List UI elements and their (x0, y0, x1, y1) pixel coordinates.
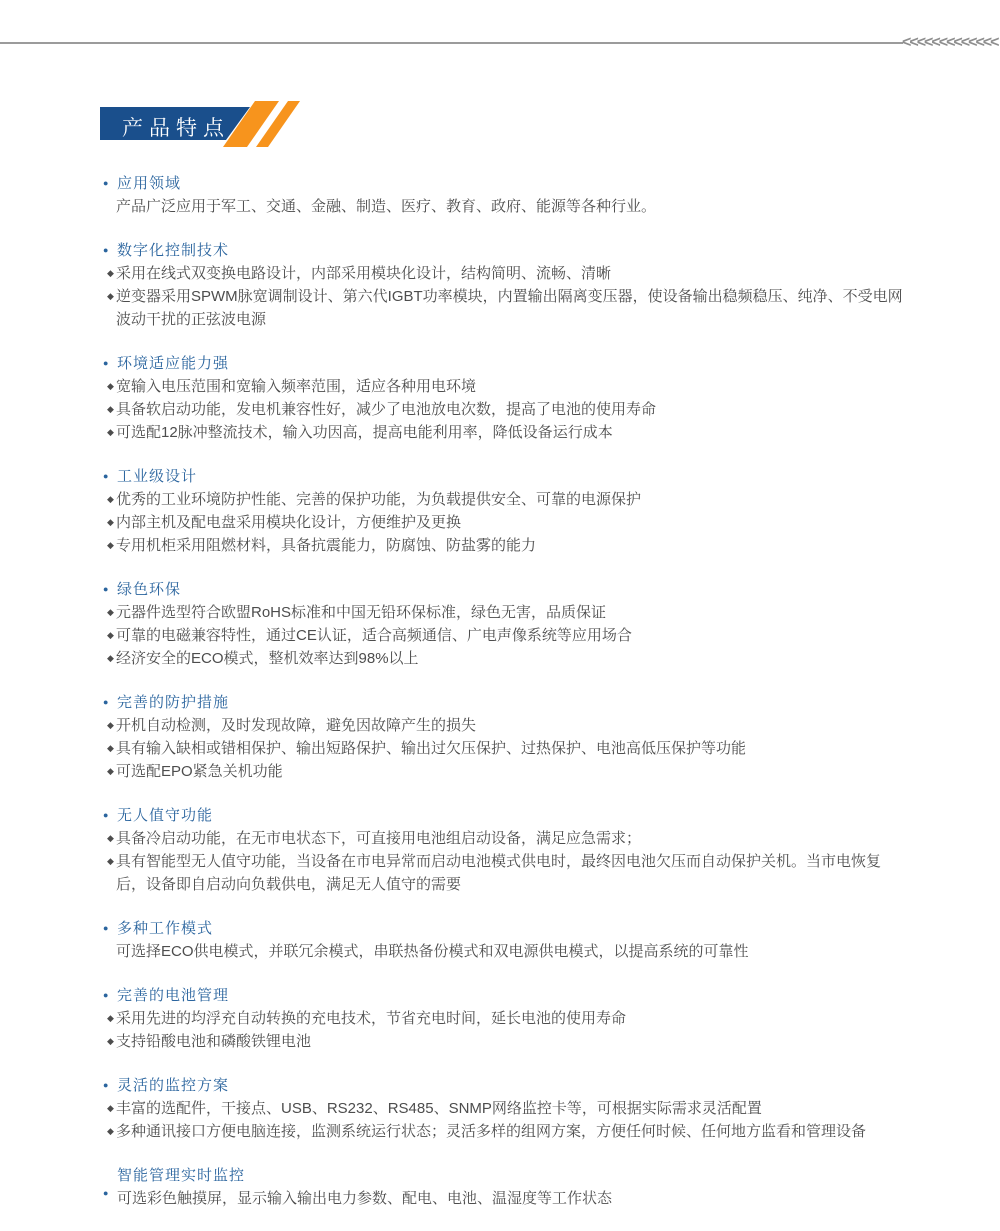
diamond-bullet-icon: ◆ (107, 607, 114, 617)
feature-item (100, 375, 906, 398)
feature-text-content: 专用机柜采用阻燃材料，具备抗震能力，防腐蚀、防盐雾的能力 (116, 537, 537, 554)
feature-item (100, 714, 906, 737)
bullet-dot-icon: ● (103, 584, 109, 594)
feature-item (100, 624, 906, 647)
section-title: 环境适应能力强 (117, 355, 230, 372)
section-title: 灵活的监控方案 (117, 1077, 230, 1094)
section-banner (100, 101, 310, 147)
section-heading (100, 239, 906, 262)
feature-section (100, 352, 906, 444)
feature-item (100, 1030, 906, 1053)
feature-item (100, 511, 906, 534)
banner-title: 产品特点 (122, 117, 230, 140)
section-title: 工业级设计 (117, 468, 198, 485)
feature-text-content: 具备软启动功能，发电机兼容性好，减少了电池放电次数，提高了电池的使用寿命 (116, 401, 657, 418)
section-heading (100, 1164, 906, 1187)
feature-text-content: 逆变器采用SPWM脉宽调制设计、第六代IGBT功率模块，内置输出隔离变压器，使设备输出稳频稳压、纯净、不受电网波动干扰的正弦波电源 (116, 288, 903, 328)
section-title: 完善的防护措施 (117, 694, 230, 711)
bullet-dot-icon: ● (103, 1080, 109, 1090)
bullet-dot-icon: ● (103, 358, 109, 368)
section-heading (100, 984, 906, 1007)
diamond-bullet-icon: ◆ (107, 720, 114, 730)
diamond-bullet-icon: ◆ (107, 1036, 114, 1046)
feature-text-content: 开机自动检测，及时发现故障，避免因故障产生的损失 (116, 717, 477, 734)
section-heading (100, 578, 906, 601)
feature-text (100, 940, 906, 963)
section-heading (100, 917, 906, 940)
section-title: 完善的电池管理 (117, 987, 230, 1004)
diamond-bullet-icon: ◆ (107, 653, 114, 663)
section-title: 绿色环保 (117, 581, 182, 598)
diamond-bullet-icon: ◆ (107, 856, 114, 866)
feature-item (100, 850, 906, 896)
section-heading (100, 465, 906, 488)
feature-section (100, 917, 906, 963)
diamond-bullet-icon: ◆ (107, 517, 114, 527)
feature-list (100, 172, 906, 1231)
section-title: 多种工作模式 (117, 920, 214, 937)
diamond-bullet-icon: ◆ (107, 494, 114, 504)
feature-text-content: 具有输入缺相或错相保护、输出短路保护、输出过欠压保护、过热保护、电池高低压保护等功能 (116, 740, 747, 757)
feature-text-content: 采用先进的均浮充自动转换的充电技术，节省充电时间，延长电池的使用寿命 (116, 1010, 627, 1027)
feature-text-content: 具有智能型无人值守功能，当设备在市电异常而启动电池模式供电时，最终因电池欠压而自动保护关机。当市电恢复后，设备即自启动向负载供电，满足无人值守的需要 (116, 853, 882, 893)
feature-item (100, 421, 906, 444)
diamond-bullet-icon: ◆ (107, 404, 114, 414)
feature-text-content: 可选择ECO供电模式，并联冗余模式，串联热备份模式和双电源供电模式，以提高系统的可靠性 (116, 943, 749, 960)
section-title: 无人值守功能 (117, 807, 214, 824)
feature-item (100, 1097, 906, 1120)
section-heading (100, 691, 906, 714)
feature-item (100, 1120, 906, 1143)
feature-text-content: 宽输入电压范围和宽输入频率范围，适应各种用电环境 (116, 378, 477, 395)
feature-section (100, 465, 906, 557)
feature-item (100, 1007, 906, 1030)
diamond-bullet-icon: ◆ (107, 743, 114, 753)
feature-text (100, 1187, 906, 1210)
feature-text-content: 元器件选型符合欧盟RoHS标准和中国无铅环保标准，绿色无害，品质保证 (116, 604, 607, 621)
feature-item (100, 601, 906, 624)
feature-item (100, 488, 906, 511)
diamond-bullet-icon: ◆ (107, 1013, 114, 1023)
feature-item (100, 398, 906, 421)
top-horizontal-rule (0, 42, 903, 44)
section-heading (100, 1074, 906, 1097)
bullet-dot-icon: ● (103, 245, 109, 255)
section-title: 应用领域 (117, 175, 182, 192)
feature-section (100, 172, 906, 218)
diamond-bullet-icon: ◆ (107, 268, 114, 278)
bullet-dot-icon: ● (103, 471, 109, 481)
section-heading (100, 352, 906, 375)
feature-text-content: 经济安全的ECO模式，整机效率达到98%以上 (116, 650, 419, 667)
feature-text-content: 可选彩色触摸屏，显示输入输出电力参数、配电、电池、温湿度等工作状态 (117, 1190, 613, 1207)
diamond-bullet-icon: ◆ (107, 630, 114, 640)
feature-text-content: 可选配12脉冲整流技术，输入功因高，提高电能利用率，降低设备运行成本 (116, 424, 613, 441)
feature-text-content: 多种通讯接口方便电脑连接，监测系统运行状态；灵活多样的组网方案，方便任何时候、任何地方监看和管理设备 (116, 1123, 867, 1140)
diamond-bullet-icon: ◆ (107, 1103, 114, 1113)
bullet-dot-icon: ● (103, 1188, 109, 1198)
feature-text-content: 丰富的选配件，干接点、USB、RS232、RS485、SNMP网络监控卡等，可根据实际需求灵活配置 (116, 1100, 762, 1117)
feature-section (100, 239, 906, 331)
feature-text-content: 优秀的工业环境防护性能、完善的保护功能，为负载提供安全、可靠的电源保护 (116, 491, 642, 508)
feature-text-content: 支持铅酸电池和磷酸铁锂电池 (116, 1033, 312, 1050)
feature-text-content: 可选配EPO紧急关机功能 (116, 763, 283, 780)
feature-item (100, 647, 906, 670)
bullet-dot-icon: ● (103, 923, 109, 933)
diamond-bullet-icon: ◆ (107, 381, 114, 391)
bullet-dot-icon: ● (103, 697, 109, 707)
feature-text-content: 产品广泛应用于军工、交通、金融、制造、医疗、教育、政府、能源等各种行业。 (116, 198, 657, 215)
feature-text (100, 195, 906, 218)
feature-section (100, 804, 906, 896)
feature-text-content: 具备冷启动功能，在无市电状态下，可直接用电池组启动设备，满足应急需求； (116, 830, 642, 847)
feature-text-content: 可靠的电磁兼容特性，通过CE认证，适合高频通信、广电声像系统等应用场合 (116, 627, 632, 644)
diamond-bullet-icon: ◆ (107, 1126, 114, 1136)
chevron-decoration: <<<<<<<<<<<<< (902, 34, 998, 51)
feature-text-content: 内部主机及配电盘采用模块化设计，方便维护及更换 (116, 514, 462, 531)
diamond-bullet-icon: ◆ (107, 291, 114, 301)
feature-item (100, 827, 906, 850)
feature-text-content: 采用在线式双变换电路设计，内部采用模块化设计，结构简明、流畅、清晰 (116, 265, 612, 282)
feature-section (100, 578, 906, 670)
feature-section (100, 691, 906, 783)
feature-item (100, 760, 906, 783)
feature-section (100, 1164, 906, 1210)
feature-item (100, 262, 906, 285)
feature-item (100, 285, 906, 331)
feature-item (100, 534, 906, 557)
bullet-dot-icon: ● (103, 178, 109, 188)
bullet-dot-icon: ● (103, 810, 109, 820)
section-heading (100, 172, 906, 195)
feature-section (100, 984, 906, 1053)
feature-item (100, 737, 906, 760)
bullet-dot-icon: ● (103, 990, 109, 1000)
diamond-bullet-icon: ◆ (107, 766, 114, 776)
diamond-bullet-icon: ◆ (107, 540, 114, 550)
feature-section (100, 1074, 906, 1143)
section-title: 智能管理实时监控 (117, 1167, 246, 1184)
diamond-bullet-icon: ◆ (107, 833, 114, 843)
section-title: 数字化控制技术 (117, 242, 230, 259)
diamond-bullet-icon: ◆ (107, 427, 114, 437)
section-heading (100, 804, 906, 827)
